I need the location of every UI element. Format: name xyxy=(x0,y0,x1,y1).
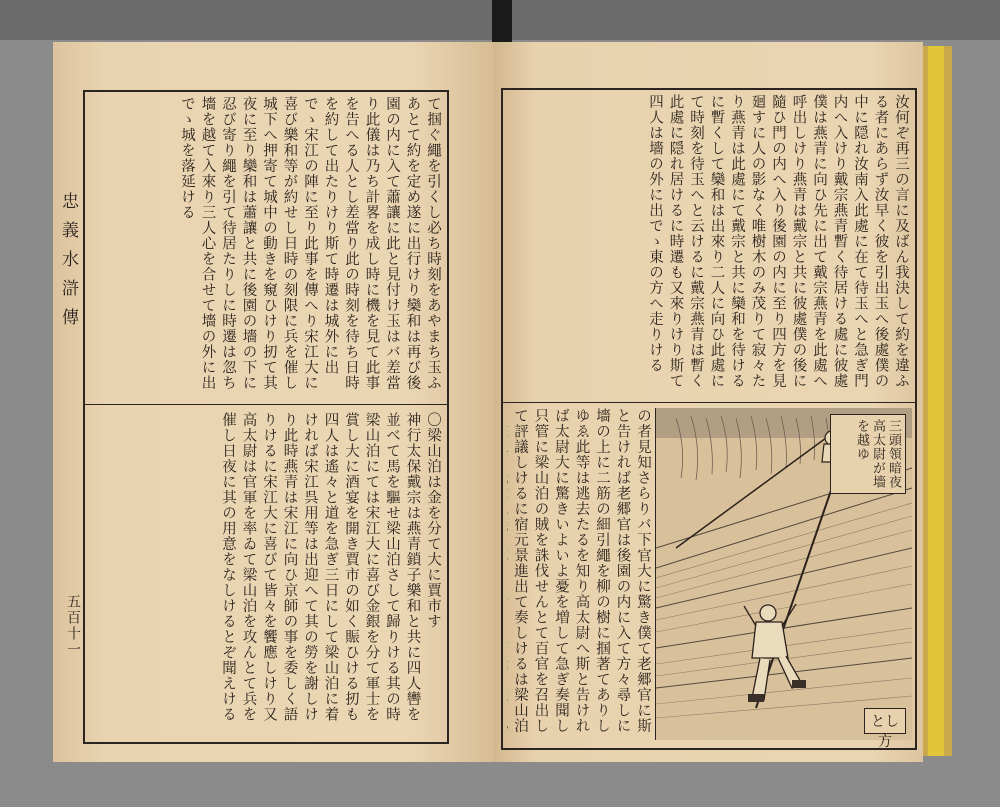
left-top-text: て掴ぐ繩を引くし必ち時刻をあやまち玉ふあとて約を定め遂に出行けり欒和は再び後園の内に入て蕭讓に此と見付け玉はバ差當り此儀は乃ち計畧を成し時に機を見て此事を告へる人とし差當り此の時刻を待ち日時を約して出たりけり斯て時遷は城外に出でゝ宋江の陣に至り此事を傳へり宋江大に喜び樂和等が約せし日時の刻限に兵を催し城下へ押寄て城中の動きを窺ひけり扨て其夜に至り欒和は蕭讓と共に後園の墻の下に忍び寄り繩を引て待居たりしに時遷は忽ち墻を越て入來り三人心を合せて墻の外に出でゝ城を落延ける xyxy=(179,96,441,391)
right-bottom-text: の者見知さらりバ下官大に驚き僕て老郷官に斯と告ければ老郷官は後園の内に入て方々尋しに墻の上に二筋の細引繩を柳の樹に掴著てありしゆゑ此等は逃去たるを知り高太尉へ斯と告ければ太尉大に驚きいよいよ憂を増して急ぎ奏聞し只管に梁山泊の賊を誅伐せんとて百官を召出して評議しけるに宿元景進出て奏しけるは梁山泊 xyxy=(512,408,651,734)
right-top-text: 汝何ぞ再三の言に及ばん我決して約を違ふる者にあらず汝早く彼を引出玉へ後處僕の中に隠れ汝南入此處に在て待玉へと急ぎ門内へ入けり戴宗燕青暫く待居ける處に彼處僕は燕青に向ひ先に出て戴宗燕青を此處へ呼出しけり燕青は戴宗と共に彼處僕の後に隨ひ門の内へ入り後園の内に至り四方を見廻すに人の影なく唯樹木のみ茂りて寂々たり燕青は此處にて戴宗と共に欒和を待けるに暫くして欒和は出來り二人に向ひ此處にて時刻を待玉へと云けるに戴宗燕青は暫く此處に隠れ居けるに時遷も又來りけり斯て四人は墻の外に出でゝ東の方へ走りける xyxy=(647,94,909,389)
illustration-caption: 三頭領暗夜高太尉が墻を越ゆ xyxy=(854,419,901,489)
woodblock-illustration xyxy=(655,408,912,750)
artist-signature: とし方 xyxy=(871,714,899,750)
divider-line xyxy=(85,404,447,405)
artist-signature-box xyxy=(864,708,906,750)
page-number: 五百十一 xyxy=(65,594,81,658)
right-page xyxy=(493,42,923,762)
divider-line xyxy=(503,402,915,403)
left-bottom-text: 〇梁山泊は金を分て大に賈市す 神行太保戴宗は燕青鎖子樂和と共に四人轡を並べて馬を驅せ梁山泊さして歸りける其の時梁山泊にては宋江大に喜び金銀を分て軍士を賞し大に酒宴を開き賈市の如く賑ひける扨も四人は遙々と道を急ぎ三日にして梁山泊に着ければ宋江呉用等は出迎へて其の勞を謝しけり此時燕青は宋江に向ひ京師の事を委しく語りけるに宋江大に喜びて皆々を饗應しけり又高太尉は官軍を率ゐて梁山泊を攻んとて兵を催し日夜に其の用意をなしけるとぞ聞えける xyxy=(220,412,441,722)
right-text-frame xyxy=(501,88,917,750)
left-page xyxy=(53,42,495,762)
illustration-caption-box xyxy=(830,414,906,494)
margin-title: 忠義水滸傳 xyxy=(58,192,78,337)
left-text-frame xyxy=(83,90,449,744)
